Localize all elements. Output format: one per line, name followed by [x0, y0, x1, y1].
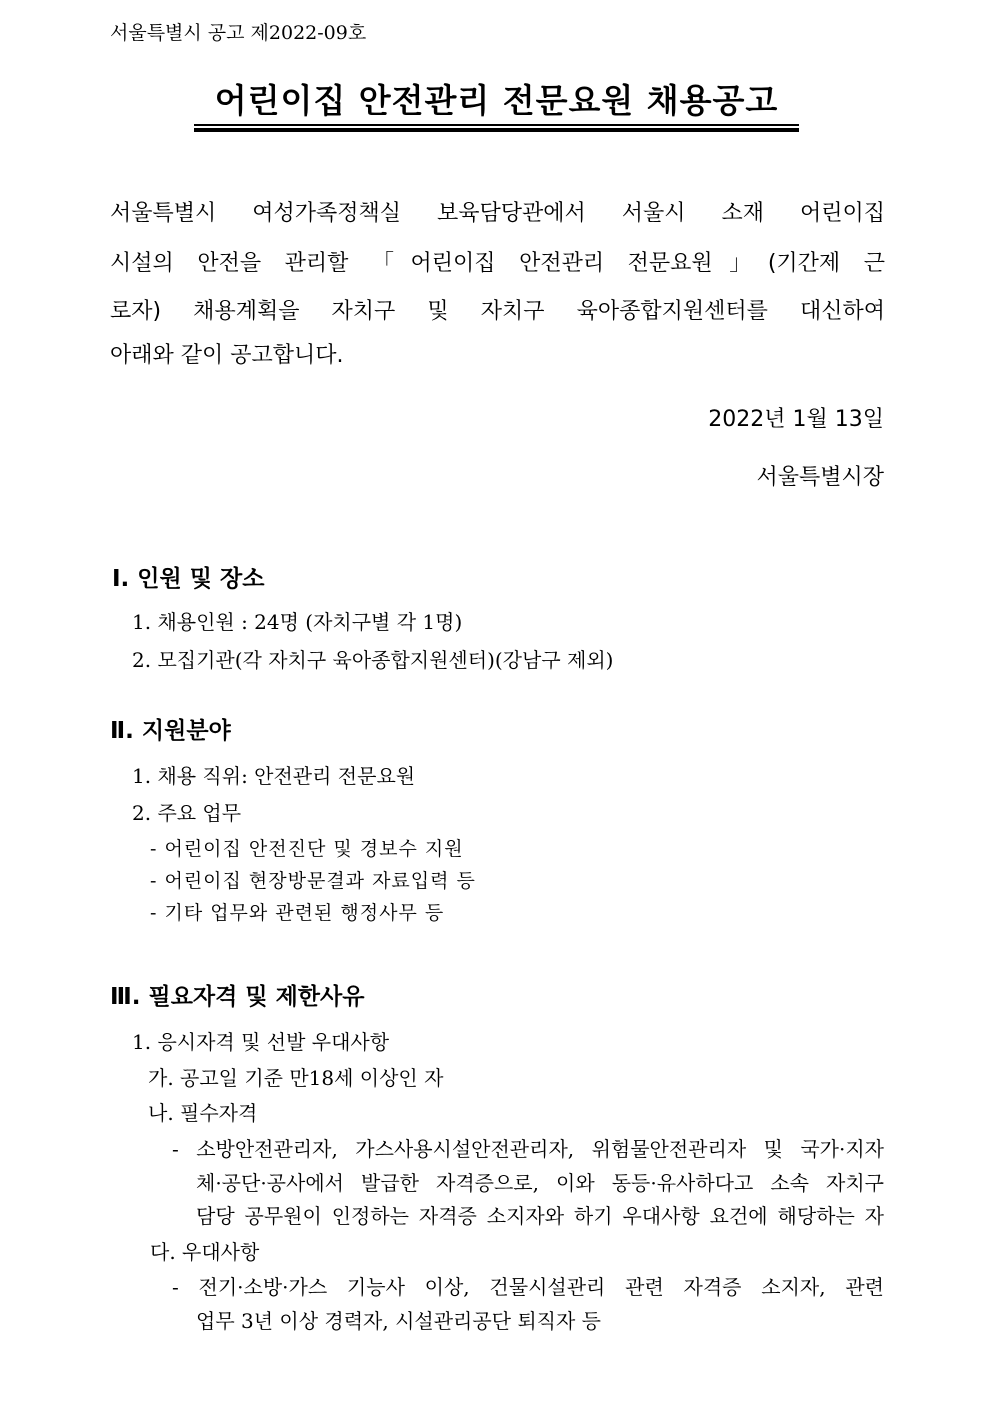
duty-item-2: - 어린이집 현장방문결과 자료입력 등 [150, 870, 476, 892]
section-3-item-1: 1. 응시자격 및 선발 우대사항 [132, 1030, 390, 1054]
required-cert-line-1: - 소방안전관리자, 가스사용시설안전관리자, 위험물안전관리자 및 국가·지자 [172, 1137, 884, 1161]
issuer-name: 서울특별시장 [756, 465, 884, 490]
preferred-line-2: 업무 3년 이상 경력자, 시설관리공단 퇴직자 등 [196, 1309, 601, 1333]
required-cert-line-3: 담당 공무원이 인정하는 자격증 소지자와 하기 우대사항 요건에 해당하는 자 [196, 1204, 884, 1228]
title-underline-thin [194, 124, 799, 126]
intro-line-3: 로자) 채용계획을 자치구 및 자치구 육아종합지원센터를 대신하여 [110, 299, 885, 324]
section-heading-3: Ⅲ. 필요자격 및 제한사유 [110, 984, 365, 1010]
qualification-da: 다. 우대사항 [150, 1240, 260, 1264]
required-cert-line-2: 체·공단·공사에서 발급한 자격증으로, 이와 동등·유사하다고 소속 자치구 [196, 1171, 884, 1195]
preferred-line-1: - 전기·소방·가스 기능사 이상, 건물시설관리 관련 자격증 소지자, 관련 [172, 1275, 884, 1299]
section-2-item-1: 1. 채용 직위: 안전관리 전문요원 [132, 764, 416, 788]
duty-item-3: - 기타 업무와 관련된 행정사무 등 [150, 902, 445, 924]
intro-line-2: 시설의 안전을 관리할 「어린이집 안전관리 전문요원」(기간제 근 [110, 251, 885, 276]
section-1-item-2: 2. 모집기관(각 자치구 육아종합지원센터)(강남구 제외) [132, 648, 614, 672]
section-heading-1: Ⅰ. 인원 및 장소 [112, 566, 265, 592]
document-title: 어린이집 안전관리 전문요원 채용공고 [214, 81, 779, 120]
intro-line-4: 아래와 같이 공고합니다. [110, 343, 344, 368]
document-title-block [194, 80, 799, 122]
section-2-item-2: 2. 주요 업무 [132, 801, 242, 825]
notice-number: 서울특별시 공고 제2022-09호 [110, 22, 367, 44]
duty-item-1: - 어린이집 안전진단 및 경보수 지원 [150, 838, 464, 860]
announcement-date: 2022년 1월 13일 [708, 407, 884, 432]
qualification-na: 나. 필수자격 [148, 1101, 258, 1125]
intro-line-1: 서울특별시 여성가족정책실 보육담당관에서 서울시 소재 어린이집 [110, 201, 885, 226]
qualification-ga: 가. 공고일 기준 만18세 이상인 자 [148, 1066, 444, 1090]
section-heading-2: Ⅱ. 지원분야 [110, 718, 231, 744]
title-underline-thick [194, 128, 799, 132]
section-1-item-1: 1. 채용인원 : 24명 (자치구별 각 1명) [132, 610, 463, 634]
